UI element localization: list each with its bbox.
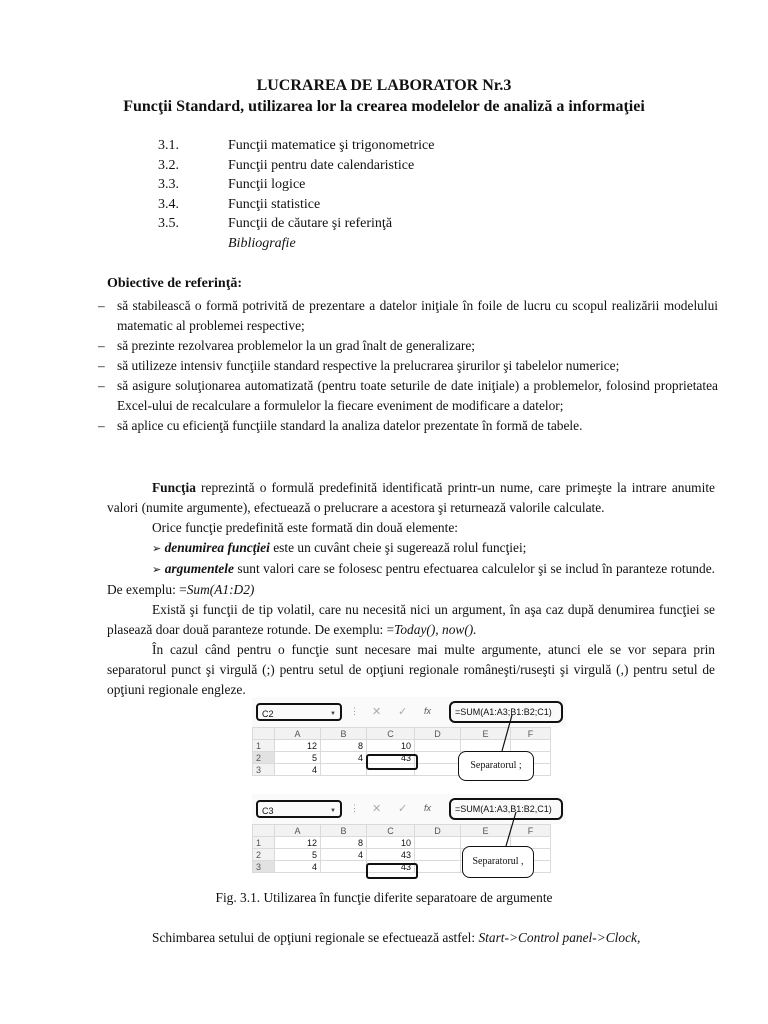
term-function-name: denumirea funcţiei	[164, 540, 270, 555]
cell: 43	[367, 861, 415, 873]
row-header: 2	[253, 849, 275, 861]
toc-row	[158, 177, 434, 197]
arrow-bullet-icon: ➢	[152, 563, 162, 576]
paragraph-regional-settings	[107, 928, 715, 948]
formula-text: =SUM(A1:A3,B1:B2,C1)	[449, 798, 563, 820]
toc-label: Funcţii statistice	[228, 196, 321, 212]
arrow-bullet-icon: ➢	[152, 542, 162, 555]
column-header: F	[511, 825, 551, 837]
toc-number: 3.4.	[158, 196, 179, 212]
cell: 43	[367, 849, 415, 861]
column-header: C	[367, 825, 415, 837]
cell: 5	[275, 752, 321, 764]
bullet-text: sunt valori care se folosesc pentru efectuarea calculelor şi se includ în paranteze rotunde. De exemplu: =	[107, 561, 715, 597]
volatile-text: Există şi funcţii de tip volatil, care nu necesită nici un argument, în aşa caz după denumirea funcţiei se plasează doar două paranteze rotunde. De exemplu: =	[107, 602, 715, 637]
body-text	[107, 478, 715, 700]
toc-number: 3.2.	[158, 157, 179, 173]
objective-item	[98, 416, 718, 436]
toc-row	[158, 216, 434, 236]
cell: 43	[367, 752, 415, 764]
cell: 8	[321, 837, 367, 849]
cancel-icon: ✕	[372, 803, 382, 815]
chevron-down-icon: ▼	[330, 808, 336, 814]
objective-text: să prezinte rezolvarea problemelor la un grad înalt de generalizare;	[117, 338, 476, 353]
paragraph-volatile	[107, 600, 715, 640]
column-header: C	[367, 728, 415, 740]
objectives-list	[98, 296, 718, 436]
toc-number: 3.5.	[158, 216, 179, 232]
objectives-heading: Obiective de referinţă:	[107, 276, 243, 291]
bullet-text: este un cuvânt cheie şi sugerează rolul funcţiei;	[269, 540, 527, 555]
toc-label: Funcţii pentru date calendaristice	[228, 157, 415, 173]
objective-text: să utilizeze intensiv funcţiile standard respective la prelucrarea şirurilor şi tabelelor numerice;	[117, 358, 620, 373]
excel-screenshot-comma	[252, 794, 566, 887]
check-icon: ✓	[398, 803, 408, 815]
column-header: A	[275, 825, 321, 837]
objective-text: să aplice cu eficienţă funcţiile standard la analiza datelor prezentate în formă de tabele.	[117, 418, 583, 433]
fx-icon: fx	[424, 706, 432, 716]
paragraph-elements: Orice funcţie predefinită este formată din două elemente:	[152, 520, 458, 535]
figure-caption: Fig. 3.1. Utilizarea în funcţie diferite separatoare de argumente	[215, 890, 553, 905]
control-panel-path: Start->Control panel->Clock,	[478, 930, 641, 945]
cell: 4	[321, 849, 367, 861]
toc-row	[158, 197, 434, 217]
dash-bullet: –	[98, 358, 105, 373]
column-header: D	[415, 728, 461, 740]
objective-item	[98, 296, 718, 336]
document-subtitle: Funcţii Standard, utilizarea lor la crearea modelelor de analiză a informaţiei	[123, 98, 645, 115]
bullet-arguments	[107, 559, 715, 600]
example-today: Today(), now().	[394, 622, 477, 637]
separator-callout: Separatorul ;	[458, 751, 534, 781]
regional-text: Schimbarea setului de opţiuni regionale se efectuează astfel:	[152, 930, 479, 945]
fx-icon: fx	[424, 803, 432, 813]
column-header: E	[461, 825, 511, 837]
row-header: 3	[253, 764, 275, 776]
callout-line	[502, 715, 512, 751]
column-header: E	[461, 728, 511, 740]
cell: 10	[367, 740, 415, 752]
toc-row	[158, 158, 434, 178]
toc-label: Funcţii de căutare şi referinţă	[228, 216, 393, 232]
document-title: LUCRAREA DE LABORATOR Nr.3	[256, 77, 512, 94]
toc-number: 3.3.	[158, 177, 179, 193]
name-box-value: C3	[262, 806, 274, 816]
definition-text: reprezintă o formulă predefinită identificată printr-un nume, care primeşte la intrare anumite valori (numite argumente), efectuează o prelucrare a acestora şi returnează valorile calculate.	[107, 480, 715, 515]
toc-row	[158, 138, 434, 158]
cancel-icon: ✕	[372, 706, 382, 718]
dash-bullet: –	[98, 298, 105, 313]
column-header: F	[511, 728, 551, 740]
objective-text: să stabilească o formă potrivită de prezentare a datelor iniţiale în foile de lucru cu scopul realizării modelului matematic al problemei respective;	[117, 298, 718, 333]
column-header: B	[321, 728, 367, 740]
more-vertical-icon: ⋮	[350, 803, 359, 813]
row-header: 1	[253, 740, 275, 752]
figure-excel-separators	[252, 697, 566, 887]
separator-callout: Separatorul ,	[462, 846, 534, 878]
table-of-contents	[158, 138, 434, 256]
cell: 4	[321, 752, 367, 764]
bullet-function-name	[107, 538, 715, 559]
callout-pointer	[252, 697, 566, 790]
objective-item	[98, 356, 718, 376]
cell: 10	[367, 837, 415, 849]
row-header: 1	[253, 837, 275, 849]
toc-bibliography: Bibliografie	[228, 235, 296, 251]
paragraph-separators: În cazul când pentru o funcţie sunt necesare mai multe argumente, atunci ele se vor separa prin separatorul punct şi virgulă (;) pentru setul de opţiuni regionale româneşti/ruseşti şi virgulă (,) pentru setul de opţiuni regionale engleze.	[107, 642, 715, 697]
callout-pointer	[252, 794, 566, 887]
cell: 4	[275, 861, 321, 873]
cell: 12	[275, 837, 321, 849]
excel-screenshot-semicolon	[252, 697, 566, 790]
toc-number: 3.1.	[158, 138, 179, 153]
column-header: A	[275, 728, 321, 740]
term-functia: Funcţia	[152, 480, 196, 495]
cell: 4	[275, 764, 321, 776]
paragraph-definition	[107, 478, 715, 518]
dash-bullet: –	[98, 338, 105, 353]
objective-item	[98, 336, 718, 356]
dash-bullet: –	[98, 378, 105, 393]
toc-label: Funcţii logice	[228, 177, 306, 193]
term-arguments: argumentele	[164, 561, 234, 576]
objective-item	[98, 376, 718, 416]
more-vertical-icon: ⋮	[350, 706, 359, 716]
name-box-value: C2	[262, 709, 274, 719]
dash-bullet: –	[98, 418, 105, 433]
cell: 5	[275, 849, 321, 861]
row-header: 2	[253, 752, 275, 764]
objective-text: să asigure soluţionarea automatizată (pentru toate seturile de date iniţiale) a problemelor, folosind proprietatea Excel-ului de recalculare a formulelor la fiecare eveniment de modificare a datelor;	[117, 378, 718, 413]
cell: 8	[321, 740, 367, 752]
example-sum: Sum(A1:D2)	[186, 582, 255, 597]
formula-text: =SUM(A1:A3;B1:B2;C1)	[449, 701, 563, 723]
column-header: B	[321, 825, 367, 837]
row-header: 3	[253, 861, 275, 873]
column-header: D	[415, 825, 461, 837]
toc-label: Funcţii matematice şi trigonometrice	[228, 138, 435, 153]
chevron-down-icon: ▼	[330, 711, 336, 717]
cell: 12	[275, 740, 321, 752]
callout-line	[506, 812, 516, 846]
check-icon: ✓	[398, 706, 408, 718]
